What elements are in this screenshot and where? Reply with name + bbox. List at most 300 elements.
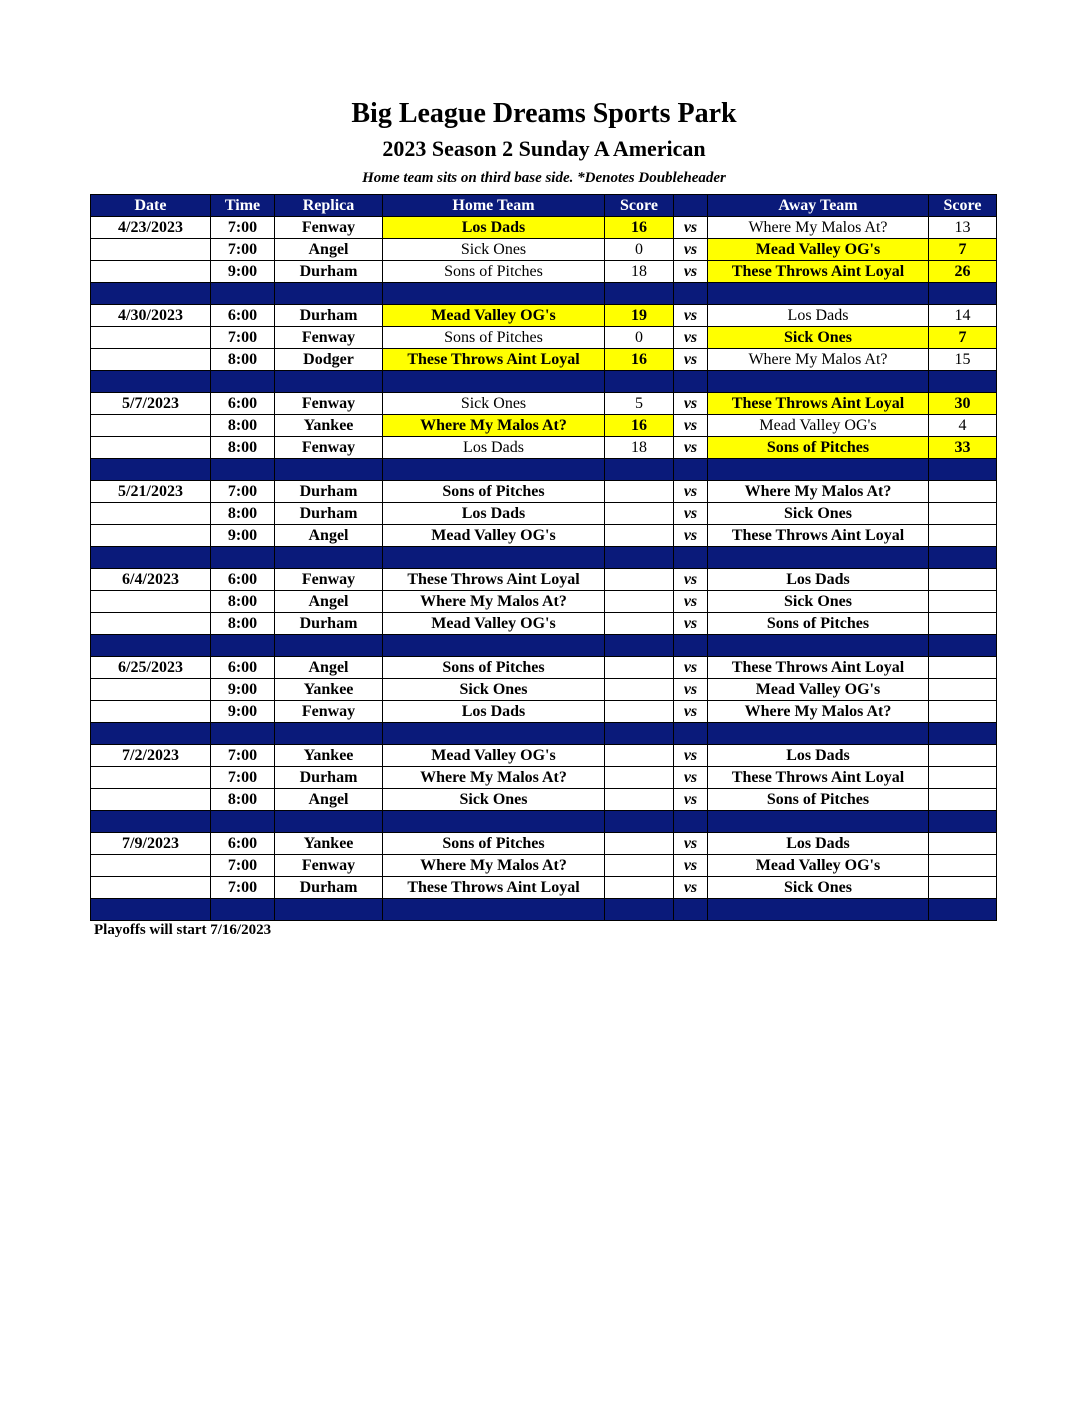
away-team: Sick Ones (708, 877, 929, 899)
home-score (605, 481, 674, 503)
home-score (605, 833, 674, 855)
separator-cell (275, 459, 383, 481)
game-row (91, 327, 997, 349)
separator-cell (929, 811, 997, 833)
game-time: 8:00 (211, 415, 275, 437)
away-score: 14 (929, 305, 997, 327)
vs-label: vs (674, 833, 708, 855)
vs-label: vs (674, 701, 708, 723)
away-team: Sick Ones (708, 591, 929, 613)
away-score (929, 877, 997, 899)
vs-label: vs (674, 855, 708, 877)
separator-cell (929, 635, 997, 657)
separator-cell (708, 811, 929, 833)
week-separator-row (91, 811, 997, 833)
separator-cell (708, 899, 929, 921)
col-away-score-header: Score (929, 195, 997, 217)
away-team: Mead Valley OG's (708, 415, 929, 437)
home-team: Where My Malos At? (383, 415, 605, 437)
away-score (929, 789, 997, 811)
away-team: Los Dads (708, 305, 929, 327)
game-date: 5/7/2023 (91, 393, 211, 415)
vs-label: vs (674, 789, 708, 811)
home-score (605, 591, 674, 613)
game-time: 7:00 (211, 327, 275, 349)
game-date (91, 415, 211, 437)
game-row (91, 437, 997, 459)
away-score (929, 767, 997, 789)
separator-cell (708, 371, 929, 393)
separator-cell (708, 283, 929, 305)
separator-cell (674, 899, 708, 921)
game-time: 7:00 (211, 767, 275, 789)
game-row (91, 613, 997, 635)
away-team: Los Dads (708, 833, 929, 855)
away-team: Sick Ones (708, 327, 929, 349)
game-row (91, 855, 997, 877)
game-replica: Fenway (275, 393, 383, 415)
game-date (91, 679, 211, 701)
away-score: 13 (929, 217, 997, 239)
game-replica: Durham (275, 767, 383, 789)
away-team: These Throws Aint Loyal (708, 767, 929, 789)
game-time: 7:00 (211, 855, 275, 877)
game-replica: Angel (275, 525, 383, 547)
game-row (91, 569, 997, 591)
home-score (605, 613, 674, 635)
home-team: Sons of Pitches (383, 327, 605, 349)
vs-label: vs (674, 437, 708, 459)
vs-label: vs (674, 305, 708, 327)
week-separator-row (91, 723, 997, 745)
away-team: Where My Malos At? (708, 481, 929, 503)
home-score (605, 679, 674, 701)
separator-cell (605, 899, 674, 921)
game-replica: Fenway (275, 569, 383, 591)
game-row (91, 525, 997, 547)
game-time: 8:00 (211, 503, 275, 525)
away-score: 33 (929, 437, 997, 459)
col-replica-header: Replica (275, 195, 383, 217)
week-separator-row (91, 547, 997, 569)
away-team: Sick Ones (708, 503, 929, 525)
away-team: Where My Malos At? (708, 349, 929, 371)
game-row (91, 767, 997, 789)
col-vs-header (674, 195, 708, 217)
game-row (91, 217, 997, 239)
separator-cell (605, 723, 674, 745)
separator-cell (383, 547, 605, 569)
home-score (605, 745, 674, 767)
schedule-body (91, 217, 997, 921)
home-team: These Throws Aint Loyal (383, 349, 605, 371)
game-replica: Yankee (275, 833, 383, 855)
separator-cell (605, 459, 674, 481)
vs-label: vs (674, 217, 708, 239)
away-team: Los Dads (708, 745, 929, 767)
separator-cell (929, 547, 997, 569)
separator-cell (211, 723, 275, 745)
game-time: 6:00 (211, 657, 275, 679)
away-score (929, 613, 997, 635)
game-date (91, 349, 211, 371)
separator-cell (383, 635, 605, 657)
home-score: 0 (605, 327, 674, 349)
home-team: Mead Valley OG's (383, 745, 605, 767)
separator-cell (929, 283, 997, 305)
separator-cell (674, 459, 708, 481)
away-team: Sons of Pitches (708, 437, 929, 459)
game-replica: Angel (275, 657, 383, 679)
game-date (91, 261, 211, 283)
game-row (91, 261, 997, 283)
game-replica: Durham (275, 261, 383, 283)
separator-cell (605, 547, 674, 569)
home-team: Mead Valley OG's (383, 525, 605, 547)
separator-cell (708, 635, 929, 657)
game-time: 7:00 (211, 745, 275, 767)
separator-cell (91, 899, 211, 921)
home-team: Where My Malos At? (383, 855, 605, 877)
game-date (91, 701, 211, 723)
separator-cell (383, 283, 605, 305)
col-home-team-header: Home Team (383, 195, 605, 217)
game-time: 7:00 (211, 877, 275, 899)
separator-cell (275, 635, 383, 657)
game-row (91, 877, 997, 899)
separator-cell (211, 811, 275, 833)
game-row (91, 745, 997, 767)
separator-cell (275, 899, 383, 921)
game-replica: Durham (275, 877, 383, 899)
game-date (91, 327, 211, 349)
away-score (929, 833, 997, 855)
away-team: These Throws Aint Loyal (708, 261, 929, 283)
separator-cell (708, 459, 929, 481)
game-date: 7/2/2023 (91, 745, 211, 767)
away-score (929, 503, 997, 525)
vs-label: vs (674, 239, 708, 261)
game-time: 8:00 (211, 789, 275, 811)
separator-cell (383, 811, 605, 833)
away-score (929, 591, 997, 613)
game-row (91, 833, 997, 855)
home-score (605, 789, 674, 811)
vs-label: vs (674, 349, 708, 371)
game-date: 4/30/2023 (91, 305, 211, 327)
game-row (91, 591, 997, 613)
separator-cell (275, 371, 383, 393)
home-team: Los Dads (383, 217, 605, 239)
home-score (605, 569, 674, 591)
away-team: These Throws Aint Loyal (708, 393, 929, 415)
separator-cell (674, 547, 708, 569)
separator-cell (211, 899, 275, 921)
away-team: Where My Malos At? (708, 701, 929, 723)
away-team: Sons of Pitches (708, 789, 929, 811)
game-row (91, 679, 997, 701)
home-team: Sons of Pitches (383, 481, 605, 503)
game-time: 9:00 (211, 261, 275, 283)
game-replica: Yankee (275, 415, 383, 437)
home-score (605, 525, 674, 547)
game-date (91, 525, 211, 547)
away-score (929, 481, 997, 503)
game-replica: Angel (275, 591, 383, 613)
game-row (91, 305, 997, 327)
game-date: 6/25/2023 (91, 657, 211, 679)
vs-label: vs (674, 393, 708, 415)
game-replica: Angel (275, 789, 383, 811)
home-score (605, 767, 674, 789)
game-time: 8:00 (211, 349, 275, 371)
home-team: Sons of Pitches (383, 833, 605, 855)
game-date: 5/21/2023 (91, 481, 211, 503)
away-team: Mead Valley OG's (708, 239, 929, 261)
away-score: 26 (929, 261, 997, 283)
game-time: 6:00 (211, 569, 275, 591)
separator-cell (91, 811, 211, 833)
game-date (91, 239, 211, 261)
game-date: 7/9/2023 (91, 833, 211, 855)
game-time: 9:00 (211, 701, 275, 723)
game-row (91, 789, 997, 811)
page-subtitle: 2023 Season 2 Sunday A American (382, 136, 706, 161)
game-replica: Durham (275, 613, 383, 635)
game-row (91, 701, 997, 723)
home-team: Los Dads (383, 437, 605, 459)
away-score (929, 525, 997, 547)
game-date (91, 767, 211, 789)
home-team: These Throws Aint Loyal (383, 569, 605, 591)
game-replica: Fenway (275, 437, 383, 459)
away-score (929, 745, 997, 767)
game-time: 6:00 (211, 833, 275, 855)
away-team: Sons of Pitches (708, 613, 929, 635)
col-time-header: Time (211, 195, 275, 217)
separator-cell (91, 635, 211, 657)
away-score (929, 657, 997, 679)
home-score: 16 (605, 217, 674, 239)
separator-cell (708, 723, 929, 745)
game-row (91, 481, 997, 503)
vs-label: vs (674, 481, 708, 503)
separator-cell (605, 635, 674, 657)
vs-label: vs (674, 679, 708, 701)
game-row (91, 393, 997, 415)
vs-label: vs (674, 503, 708, 525)
game-replica: Fenway (275, 701, 383, 723)
home-team: Mead Valley OG's (383, 305, 605, 327)
separator-cell (91, 371, 211, 393)
home-team: Sick Ones (383, 789, 605, 811)
away-score: 4 (929, 415, 997, 437)
home-team: Where My Malos At? (383, 767, 605, 789)
separator-cell (674, 723, 708, 745)
separator-cell (605, 371, 674, 393)
separator-cell (383, 723, 605, 745)
game-row (91, 349, 997, 371)
away-team: Mead Valley OG's (708, 855, 929, 877)
vs-label: vs (674, 657, 708, 679)
game-replica: Fenway (275, 855, 383, 877)
home-score: 5 (605, 393, 674, 415)
game-replica: Yankee (275, 745, 383, 767)
game-replica: Durham (275, 481, 383, 503)
separator-cell (674, 283, 708, 305)
separator-cell (383, 459, 605, 481)
playoffs-note: Playoffs will start 7/16/2023 (94, 922, 272, 938)
week-separator-row (91, 459, 997, 481)
home-team: Sick Ones (383, 239, 605, 261)
vs-label: vs (674, 261, 708, 283)
schedule-note: Home team sits on third base side. *Denotes Doubleheader (362, 170, 726, 186)
away-score (929, 569, 997, 591)
game-replica: Angel (275, 239, 383, 261)
separator-cell (929, 899, 997, 921)
vs-label: vs (674, 327, 708, 349)
game-time: 8:00 (211, 591, 275, 613)
home-score: 16 (605, 349, 674, 371)
game-date (91, 855, 211, 877)
week-separator-row (91, 371, 997, 393)
table-header-row (91, 195, 997, 217)
away-score (929, 679, 997, 701)
separator-cell (91, 283, 211, 305)
game-date (91, 437, 211, 459)
game-replica: Fenway (275, 327, 383, 349)
game-time: 8:00 (211, 437, 275, 459)
separator-cell (275, 723, 383, 745)
game-time: 6:00 (211, 305, 275, 327)
schedule-table (90, 194, 997, 921)
separator-cell (383, 371, 605, 393)
away-score: 7 (929, 239, 997, 261)
home-team: Sons of Pitches (383, 657, 605, 679)
home-team: Where My Malos At? (383, 591, 605, 613)
home-score (605, 503, 674, 525)
page-title: Big League Dreams Sports Park (351, 98, 737, 129)
home-score: 18 (605, 261, 674, 283)
home-score (605, 657, 674, 679)
vs-label: vs (674, 569, 708, 591)
home-score: 16 (605, 415, 674, 437)
home-team: Mead Valley OG's (383, 613, 605, 635)
game-replica: Fenway (275, 217, 383, 239)
game-time: 7:00 (211, 239, 275, 261)
home-team: Los Dads (383, 701, 605, 723)
game-row (91, 657, 997, 679)
game-time: 7:00 (211, 217, 275, 239)
col-home-score-header: Score (605, 195, 674, 217)
separator-cell (605, 811, 674, 833)
vs-label: vs (674, 745, 708, 767)
separator-cell (211, 371, 275, 393)
away-score: 30 (929, 393, 997, 415)
home-team: Sick Ones (383, 393, 605, 415)
away-team: These Throws Aint Loyal (708, 525, 929, 547)
home-score: 19 (605, 305, 674, 327)
home-team: Sick Ones (383, 679, 605, 701)
separator-cell (275, 811, 383, 833)
game-date (91, 503, 211, 525)
game-row (91, 239, 997, 261)
game-date (91, 789, 211, 811)
separator-cell (605, 283, 674, 305)
separator-cell (211, 635, 275, 657)
separator-cell (211, 459, 275, 481)
game-row (91, 415, 997, 437)
week-separator-row (91, 283, 997, 305)
game-replica: Dodger (275, 349, 383, 371)
away-score: 15 (929, 349, 997, 371)
separator-cell (674, 371, 708, 393)
week-separator-row (91, 899, 997, 921)
vs-label: vs (674, 877, 708, 899)
game-date: 6/4/2023 (91, 569, 211, 591)
vs-label: vs (674, 613, 708, 635)
game-date (91, 591, 211, 613)
away-score (929, 855, 997, 877)
game-date (91, 877, 211, 899)
vs-label: vs (674, 415, 708, 437)
home-team: Los Dads (383, 503, 605, 525)
separator-cell (929, 723, 997, 745)
game-time: 8:00 (211, 613, 275, 635)
home-score: 0 (605, 239, 674, 261)
col-date-header: Date (91, 195, 211, 217)
separator-cell (211, 283, 275, 305)
col-away-team-header: Away Team (708, 195, 929, 217)
home-team: These Throws Aint Loyal (383, 877, 605, 899)
separator-cell (91, 547, 211, 569)
home-score (605, 701, 674, 723)
home-team: Sons of Pitches (383, 261, 605, 283)
separator-cell (275, 547, 383, 569)
home-score: 18 (605, 437, 674, 459)
away-score: 7 (929, 327, 997, 349)
away-team: Mead Valley OG's (708, 679, 929, 701)
game-time: 7:00 (211, 481, 275, 503)
separator-cell (708, 547, 929, 569)
separator-cell (275, 283, 383, 305)
game-date: 4/23/2023 (91, 217, 211, 239)
game-date (91, 613, 211, 635)
game-replica: Durham (275, 503, 383, 525)
separator-cell (929, 371, 997, 393)
vs-label: vs (674, 767, 708, 789)
week-separator-row (91, 635, 997, 657)
vs-label: vs (674, 591, 708, 613)
game-row (91, 503, 997, 525)
home-score (605, 877, 674, 899)
game-time: 9:00 (211, 525, 275, 547)
away-score (929, 701, 997, 723)
game-time: 9:00 (211, 679, 275, 701)
game-replica: Durham (275, 305, 383, 327)
separator-cell (383, 899, 605, 921)
away-team: Where My Malos At? (708, 217, 929, 239)
separator-cell (674, 811, 708, 833)
separator-cell (674, 635, 708, 657)
separator-cell (91, 459, 211, 481)
separator-cell (211, 547, 275, 569)
separator-cell (929, 459, 997, 481)
separator-cell (91, 723, 211, 745)
home-score (605, 855, 674, 877)
vs-label: vs (674, 525, 708, 547)
away-team: These Throws Aint Loyal (708, 657, 929, 679)
